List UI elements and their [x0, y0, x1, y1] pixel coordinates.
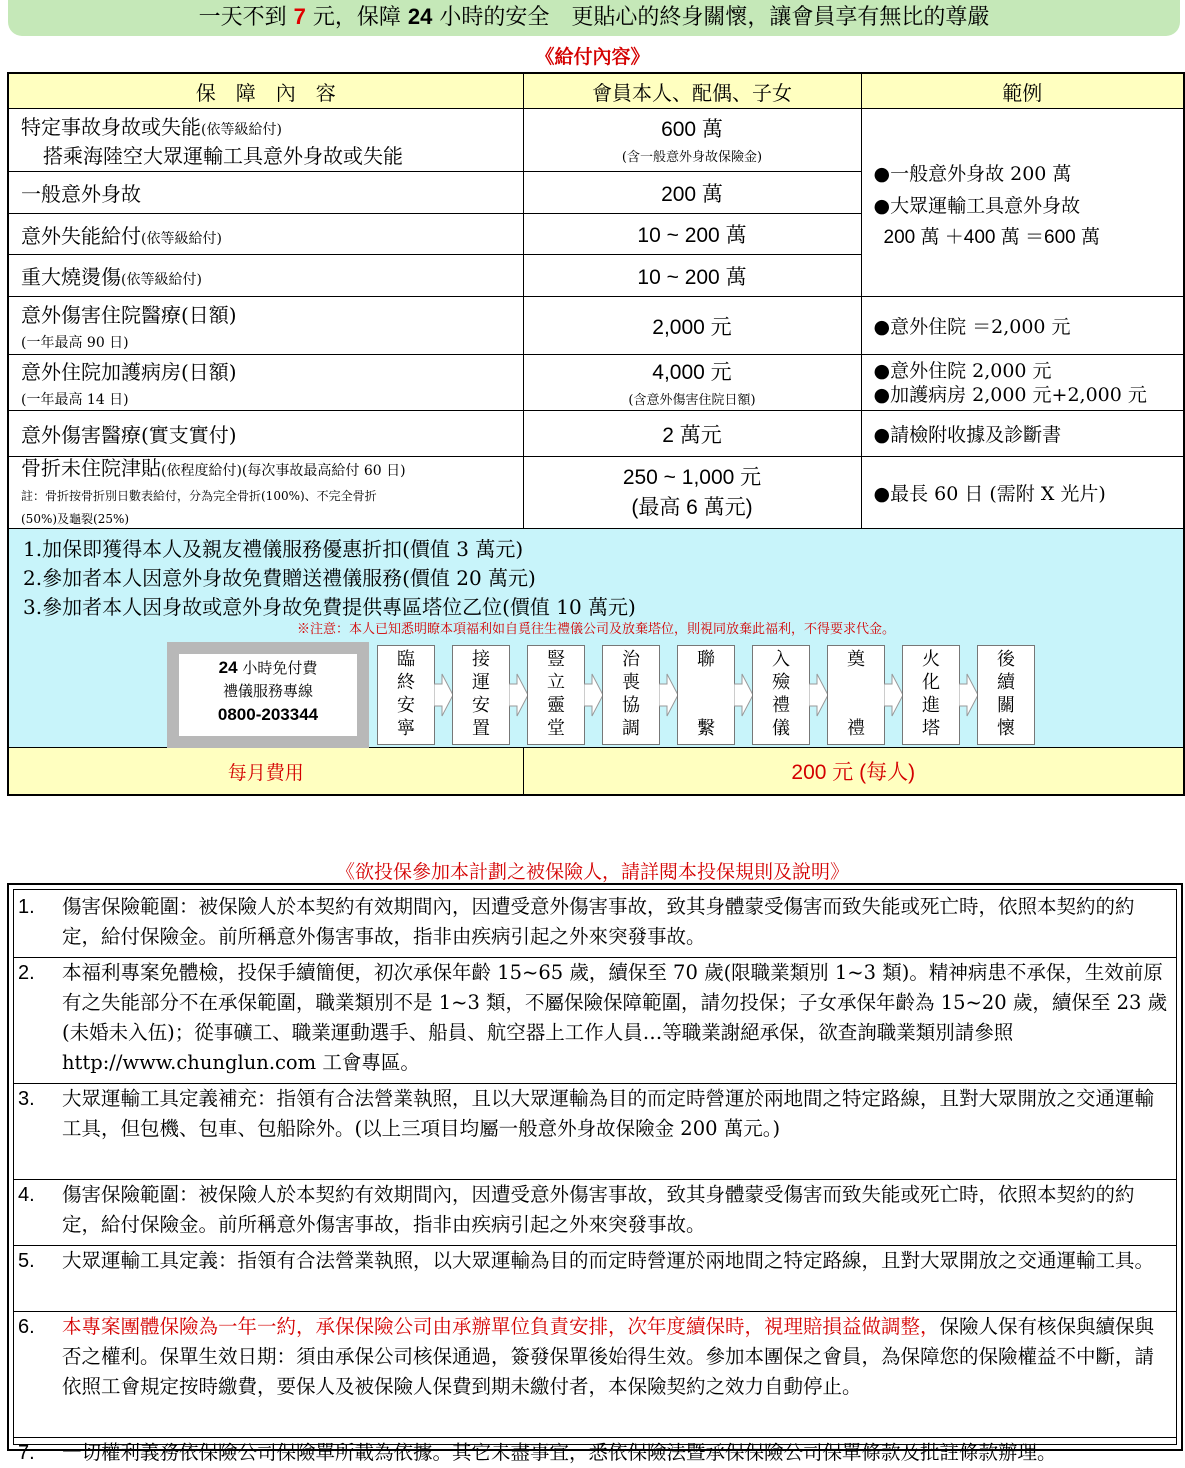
fee-row	[8, 748, 1184, 796]
rule-text: 傷害保險範圍：被保險人於本契約有效期間內，因遭受意外傷害事故，致其身體蒙受傷害而致失能或死亡時，依照本契約的約定，給付保險金。前所稱意外傷害事故，指非由疾病引起之外來突發事故。	[62, 1183, 1135, 1236]
amount-cell	[523, 355, 861, 411]
coverage-item: 骨折未住院津貼	[21, 456, 161, 480]
rule-item	[18, 892, 1170, 952]
coverage-sub: (一年最高 90 日)	[21, 335, 129, 351]
rule-text: 大眾運輸工具定義補充：指領有合法營業執照，且以大眾運輸為目的而定時營運於兩地間之特定路線，且對大眾開放之交通運輸工具，但包機、包車、包船除外。(以上三項目均屬一般意外身故保險金 200 萬元。)	[62, 1087, 1155, 1140]
coverage-item: 重大燒燙傷	[21, 265, 121, 289]
coverage-sub: (一年最高 14 日)	[21, 392, 129, 408]
flow-arrow-icon	[584, 670, 604, 720]
table-row	[8, 109, 1184, 172]
rule-item	[18, 958, 1170, 1078]
rule-number: 4.	[18, 1184, 35, 1206]
flow-step: 奠 禮	[827, 645, 885, 745]
flow-step: 火 化 進 塔	[902, 645, 960, 745]
rule-number: 6.	[18, 1316, 35, 1338]
hotline-title	[179, 656, 357, 680]
rule-item	[18, 1438, 1170, 1468]
rule-text: 本福利專案免體檢，投保手續簡便，初次承保年齡 15~65 歲，續保至 70 歲(限職業類別 1~3 類)。精神病患不承保，生效前原有之失能部分不在承保範圍，職業類別不是 1~3 類，不屬保險保障範圍，請勿投保；子女承保年齡為 15~20 歲，續保至 23 歲(未婚未入伍)；從事礦工、職業運動選手、船員、航空器上工作人員…等職業謝絕承保，欲查詢職業類別請參照 http://www.chunglun.com 工會專區。	[62, 961, 1168, 1074]
banner-text-2: 元，保障	[305, 5, 408, 30]
coverage-cell	[8, 214, 523, 255]
group-example-cell	[861, 109, 1184, 297]
header-coverage: 保 障 內 容	[8, 73, 523, 109]
coverage-cell	[8, 255, 523, 297]
table-row	[8, 457, 1184, 529]
amount-note: (含一般意外身故保險金)	[621, 150, 763, 165]
benefits-table	[7, 72, 1185, 796]
section-title-benefits: 《給付內容》	[535, 46, 650, 68]
hotline-number: 0800-203344	[217, 705, 319, 724]
flow-step: 豎 立 靈 堂	[527, 645, 585, 745]
rules-box	[7, 883, 1183, 1464]
funeral-benefit-panel	[8, 529, 1184, 748]
flow-step: 入 殮 禮 儀	[752, 645, 810, 745]
rule-text: 一切權利義務依保險公司保險單所載為依據。其它未盡事宜，悉依保險法暨承保保險公司保單條款及批註條款辦理。	[62, 1441, 1057, 1464]
amount: 10 ~ 200 萬	[523, 214, 861, 255]
hotline-subtitle: 禮儀服務專線	[222, 682, 313, 700]
rule-number: 7.	[18, 1442, 35, 1464]
amount: 200 萬	[523, 172, 861, 214]
coverage-item: 意外傷害醫療(實支實付)	[8, 411, 523, 457]
coverage-note: (依等級給付)	[141, 230, 222, 247]
monthly-fee-label: 每月費用	[8, 748, 523, 796]
rule-number: 2.	[18, 962, 35, 984]
flow-step: 聯 繫	[677, 645, 735, 745]
coverage-item: 意外住院加護病房(日額)	[21, 360, 237, 384]
coverage-note: (依等級給付)	[201, 122, 282, 138]
coverage-note: (依等級給付)	[121, 272, 202, 288]
benefit-row	[8, 529, 1184, 748]
coverage-cell	[8, 297, 523, 355]
flow-step: 臨 終 安 寧	[377, 645, 435, 745]
coverage-item: 特定事故身故或失能	[21, 115, 201, 139]
rule-text-highlight: 本專案團體保險為一年一約，承保保險公司由承辦單位負責安排，次年度續保時，視理賠損益做調整，	[62, 1315, 940, 1338]
example: ●最長 60 日 (需附 X 光片)	[861, 457, 1184, 529]
example-cell	[861, 355, 1184, 411]
coverage-item: 一般意外身故	[8, 172, 523, 214]
example: ●意外住院 2,000 元	[873, 359, 1052, 382]
rule-text: 本專案團體保險為一年一約，承保保險公司由承辦單位負責安排，次年度續保時，視理賠損益做調整，保險人保有核保與續保與否之權利。保單生效日期：須由承保公司核保通過，簽發保單後始得生效。參加本團保之會員，為保障您的保險權益不中斷，請依照工會規定按時繳費，要保人及被保險人保費到期未繳付者，本保險契約之效力自動停止。	[62, 1315, 1155, 1398]
amount-cell	[523, 109, 861, 172]
amount: 10 ~ 200 萬	[523, 255, 861, 297]
table-row	[8, 411, 1184, 457]
flow-step: 後 續 關 懷	[977, 645, 1035, 745]
banner-text-1: 一天不到	[198, 5, 294, 30]
flow-arrow-icon	[509, 670, 529, 720]
warning-note: ※注意：本人已知悉明瞭本項福利如自覓往生禮儀公司及放棄塔位，則視同放棄此福利，不得要求代金。	[296, 622, 895, 637]
table-row	[8, 355, 1184, 411]
coverage-cell	[8, 109, 523, 172]
flow-arrow-icon	[659, 670, 679, 720]
coverage-item: 意外失能給付	[21, 223, 141, 248]
amount: 4,000 元	[652, 360, 732, 384]
flow-arrow-icon	[734, 670, 754, 720]
flow-arrow-icon	[959, 670, 979, 720]
benefit-item: 2.參加者本人因意外身故免費贈送禮儀服務(價值 20 萬元)	[23, 566, 536, 590]
example: ●請檢附收據及診斷書	[861, 411, 1184, 457]
rule-text: 傷害保險範圍：被保險人於本契約有效期間內，因遭受意外傷害事故，致其身體蒙受傷害而致失能或死亡時，依照本契約的約定，給付保險金。前所稱意外傷害事故，指非由疾病引起之外來突發事故。	[62, 895, 1135, 948]
table-header-row	[8, 73, 1184, 109]
hotline-label: 小時免付費	[237, 659, 318, 677]
hotline-box	[167, 642, 369, 748]
flow-step: 治 喪 協 調	[602, 645, 660, 745]
rule-number: 1.	[18, 896, 35, 918]
example: ●意外住院 ＝2,000 元	[861, 297, 1184, 355]
banner-text-3: 小時的安全 更貼心的終身關懷，讓會員享有無比的尊嚴	[432, 5, 990, 30]
section-title-rules: 《欲投保參加本計劃之被保險人，請詳閱本投保規則及說明》	[335, 861, 849, 883]
coverage-cell	[8, 457, 523, 529]
rules-inner-frame	[13, 889, 1177, 1464]
coverage-sub: (50%)及龜裂(25%)	[21, 512, 130, 526]
amount: 600 萬	[661, 118, 723, 141]
example-line: ●一般意外身故 200 萬	[873, 162, 1072, 185]
amount-cell	[523, 457, 861, 529]
table-row	[8, 297, 1184, 355]
coverage-sub: 註：骨折按骨折別日數表給付，分為完全骨折(100%)、不完全骨折	[21, 489, 377, 503]
flow-arrow-icon	[884, 670, 904, 720]
rule-number: 3.	[18, 1088, 35, 1110]
banner-hours: 24	[407, 4, 433, 29]
coverage-item: 意外傷害住院醫療(日額)	[21, 303, 237, 327]
amount: 2,000 元	[523, 297, 861, 355]
example: ●加護病房 2,000 元+2,000 元	[873, 383, 1147, 406]
benefit-item: 1.加保即獲得本人及親友禮儀服務優惠折扣(價值 3 萬元)	[23, 537, 524, 561]
benefit-item: 3.參加者本人因身故或意外身故免費提供專區塔位乙位(價值 10 萬元)	[23, 595, 636, 619]
example-line: 200 萬 ＋400 萬 ＝600 萬	[883, 226, 1100, 248]
coverage-cell	[8, 355, 523, 411]
rule-item	[18, 1312, 1170, 1402]
coverage-sub: 搭乘海陸空大眾運輸工具意外身故或失能	[43, 144, 403, 168]
rule-text: 大眾運輸工具定義：指領有合法營業執照，以大眾運輸為目的而定時營運於兩地間之特定路線，且對大眾開放之交通運輸工具。	[62, 1249, 1155, 1272]
flow-step: 接 運 安 置	[452, 645, 510, 745]
header-example: 範例	[861, 73, 1184, 109]
amount: 250 ~ 1,000 元	[622, 465, 762, 489]
rule-item	[18, 1180, 1170, 1240]
header-members: 會員本人、配偶、子女	[523, 73, 861, 109]
rule-item	[18, 1246, 1170, 1276]
rule-item	[18, 1084, 1170, 1144]
top-banner	[8, 0, 1180, 36]
amount-note: (含意外傷害住院日額)	[628, 392, 756, 408]
monthly-fee-value: 200 元 (每人)	[523, 748, 1184, 796]
hotline-hours: 24	[218, 658, 238, 677]
flow-arrow-icon	[809, 670, 829, 720]
banner-price: 7	[293, 4, 306, 29]
coverage-note: (依程度給付)(每次事故最高給付 60 日)	[161, 463, 406, 479]
amount-note: (最高 6 萬元)	[631, 495, 753, 519]
rule-number: 5.	[18, 1250, 35, 1272]
amount: 2 萬元	[523, 411, 861, 457]
example-line: ●大眾運輸工具意外身故	[873, 194, 1081, 217]
hotline-inner	[179, 654, 357, 736]
flow-arrow-icon	[434, 670, 454, 720]
